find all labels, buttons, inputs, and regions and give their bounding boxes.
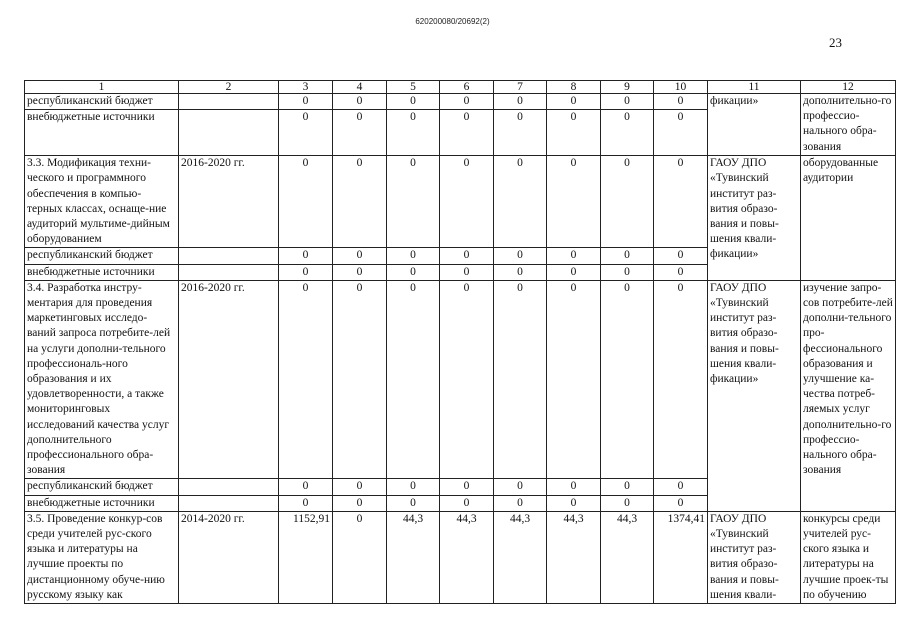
value-cell: 0 bbox=[387, 248, 440, 264]
table-row bbox=[25, 156, 896, 248]
value-cell: 0 bbox=[601, 110, 654, 156]
value-cell: 0 bbox=[440, 479, 494, 495]
value-cell: 1152,91 bbox=[279, 511, 333, 603]
period-cell bbox=[179, 94, 279, 110]
value-cell: 0 bbox=[387, 495, 440, 511]
result-cell: дополнительно-го профессио-нального обра-зования bbox=[801, 94, 896, 156]
value-cell: 0 bbox=[387, 156, 440, 248]
value-cell: 0 bbox=[387, 94, 440, 110]
value-cell: 0 bbox=[547, 248, 601, 264]
header-cell: 8 bbox=[547, 81, 601, 94]
value-cell: 0 bbox=[333, 94, 387, 110]
value-cell: 0 bbox=[494, 479, 547, 495]
executor-cell: ГАОУ ДПО «Тувинский институт раз-вития образо-вания и повы-шения квали-фикации» bbox=[708, 156, 801, 281]
header-cell: 6 bbox=[440, 81, 494, 94]
result-cell: изучение запро-сов потребите-лей дополни-тельного про-фессионального образования и улучшение ка-чества потреб-ляемых услуг дополнительно-го профессио-нального обра-зования bbox=[801, 280, 896, 511]
executor-cell: фикации» bbox=[708, 94, 801, 156]
value-cell: 0 bbox=[494, 495, 547, 511]
value-cell: 1374,41 bbox=[654, 511, 708, 603]
value-cell: 0 bbox=[440, 280, 494, 479]
value-cell: 0 bbox=[440, 156, 494, 248]
value-cell: 0 bbox=[601, 479, 654, 495]
value-cell: 0 bbox=[654, 479, 708, 495]
value-cell: 0 bbox=[601, 495, 654, 511]
value-cell: 0 bbox=[601, 280, 654, 479]
period-cell bbox=[179, 264, 279, 280]
value-cell: 0 bbox=[547, 110, 601, 156]
period-cell: 2014-2020 гг. bbox=[179, 511, 279, 603]
period-cell bbox=[179, 479, 279, 495]
value-cell: 0 bbox=[654, 280, 708, 479]
value-cell: 0 bbox=[601, 94, 654, 110]
value-cell: 0 bbox=[333, 264, 387, 280]
executor-cell: ГАОУ ДПО «Тувинский институт раз-вития образо-вания и повы-шения квали- bbox=[708, 511, 801, 603]
header-cell: 3 bbox=[279, 81, 333, 94]
value-cell: 0 bbox=[547, 94, 601, 110]
program-table bbox=[24, 80, 896, 604]
value-cell: 0 bbox=[333, 280, 387, 479]
value-cell: 0 bbox=[654, 156, 708, 248]
value-cell: 0 bbox=[333, 511, 387, 603]
value-cell: 0 bbox=[654, 264, 708, 280]
period-cell bbox=[179, 110, 279, 156]
header-cell: 12 bbox=[801, 81, 896, 94]
value-cell: 0 bbox=[654, 94, 708, 110]
value-cell: 0 bbox=[440, 248, 494, 264]
funding-label: внебюджетные источники bbox=[25, 264, 179, 280]
header-cell: 7 bbox=[494, 81, 547, 94]
funding-label: республиканский бюджет bbox=[25, 248, 179, 264]
value-cell: 0 bbox=[547, 479, 601, 495]
value-cell: 0 bbox=[279, 495, 333, 511]
value-cell: 0 bbox=[547, 495, 601, 511]
funding-label: внебюджетные источники bbox=[25, 110, 179, 156]
value-cell: 0 bbox=[387, 110, 440, 156]
value-cell: 0 bbox=[440, 94, 494, 110]
value-cell: 0 bbox=[494, 280, 547, 479]
executor-cell: ГАОУ ДПО «Тувинский институт раз-вития образо-вания и повы-шения квали-фикации» bbox=[708, 280, 801, 511]
header-cell: 5 bbox=[387, 81, 440, 94]
value-cell: 0 bbox=[333, 156, 387, 248]
table-row bbox=[25, 280, 896, 479]
value-cell: 0 bbox=[279, 156, 333, 248]
header-cell: 2 bbox=[179, 81, 279, 94]
value-cell: 0 bbox=[333, 110, 387, 156]
value-cell: 0 bbox=[654, 495, 708, 511]
header-cell: 10 bbox=[654, 81, 708, 94]
value-cell: 44,3 bbox=[494, 511, 547, 603]
value-cell: 0 bbox=[440, 495, 494, 511]
value-cell: 0 bbox=[387, 264, 440, 280]
value-cell: 44,3 bbox=[547, 511, 601, 603]
funding-label: республиканский бюджет bbox=[25, 94, 179, 110]
value-cell: 0 bbox=[494, 94, 547, 110]
value-cell: 0 bbox=[494, 264, 547, 280]
activity-name: 3.5. Проведение конкур-сов среди учителей рус-ского языка и литературы на лучшие проекты по дистанционному обуче-нию русскому языку как bbox=[25, 511, 179, 603]
value-cell: 0 bbox=[333, 479, 387, 495]
document-id: 620200080/20692(2) bbox=[415, 17, 490, 26]
value-cell: 0 bbox=[494, 156, 547, 248]
value-cell: 0 bbox=[494, 110, 547, 156]
activity-name: 3.3. Модификация техни-ческого и программного обеспечения в компью-терных классах, оснаще-ние аудиторий мультиме-дийным оборудованием bbox=[25, 156, 179, 248]
page-number: 23 bbox=[829, 35, 842, 50]
value-cell: 44,3 bbox=[601, 511, 654, 603]
funding-label: республиканский бюджет bbox=[25, 479, 179, 495]
value-cell: 44,3 bbox=[440, 511, 494, 603]
header-cell: 1 bbox=[25, 81, 179, 94]
value-cell: 0 bbox=[547, 280, 601, 479]
value-cell: 0 bbox=[387, 479, 440, 495]
value-cell: 0 bbox=[333, 495, 387, 511]
value-cell: 0 bbox=[601, 248, 654, 264]
value-cell: 0 bbox=[279, 280, 333, 479]
result-cell: оборудованные аудитории bbox=[801, 156, 896, 281]
value-cell: 0 bbox=[547, 264, 601, 280]
value-cell: 0 bbox=[279, 264, 333, 280]
value-cell: 0 bbox=[279, 479, 333, 495]
table-row bbox=[25, 94, 896, 110]
funding-label: внебюджетные источники bbox=[25, 495, 179, 511]
value-cell: 0 bbox=[279, 110, 333, 156]
value-cell: 0 bbox=[279, 248, 333, 264]
result-cell: конкурсы среди учителей рус-ского языка и литературы на лучшие проек-ты по обучению bbox=[801, 511, 896, 603]
value-cell: 0 bbox=[547, 156, 601, 248]
value-cell: 0 bbox=[601, 264, 654, 280]
value-cell: 0 bbox=[654, 248, 708, 264]
period-cell bbox=[179, 248, 279, 264]
value-cell: 0 bbox=[654, 110, 708, 156]
activity-name: 3.4. Разработка инстру-ментария для проведения маркетинговых исследо-ваний запроса потребите-лей на услуги дополни-тельного профессиональ-ного образования и их удовлетворенности, а также мониторинговых исследований качества услуг дополнительного профессионального обра-зования bbox=[25, 280, 179, 479]
value-cell: 44,3 bbox=[387, 511, 440, 603]
value-cell: 0 bbox=[387, 280, 440, 479]
period-cell: 2016-2020 гг. bbox=[179, 280, 279, 479]
table-row bbox=[25, 511, 896, 603]
period-cell: 2016-2020 гг. bbox=[179, 156, 279, 248]
value-cell: 0 bbox=[601, 156, 654, 248]
value-cell: 0 bbox=[279, 94, 333, 110]
value-cell: 0 bbox=[333, 248, 387, 264]
value-cell: 0 bbox=[494, 248, 547, 264]
value-cell: 0 bbox=[440, 264, 494, 280]
header-cell: 4 bbox=[333, 81, 387, 94]
header-cell: 11 bbox=[708, 81, 801, 94]
value-cell: 0 bbox=[440, 110, 494, 156]
header-row bbox=[25, 81, 896, 94]
period-cell bbox=[179, 495, 279, 511]
header-cell: 9 bbox=[601, 81, 654, 94]
